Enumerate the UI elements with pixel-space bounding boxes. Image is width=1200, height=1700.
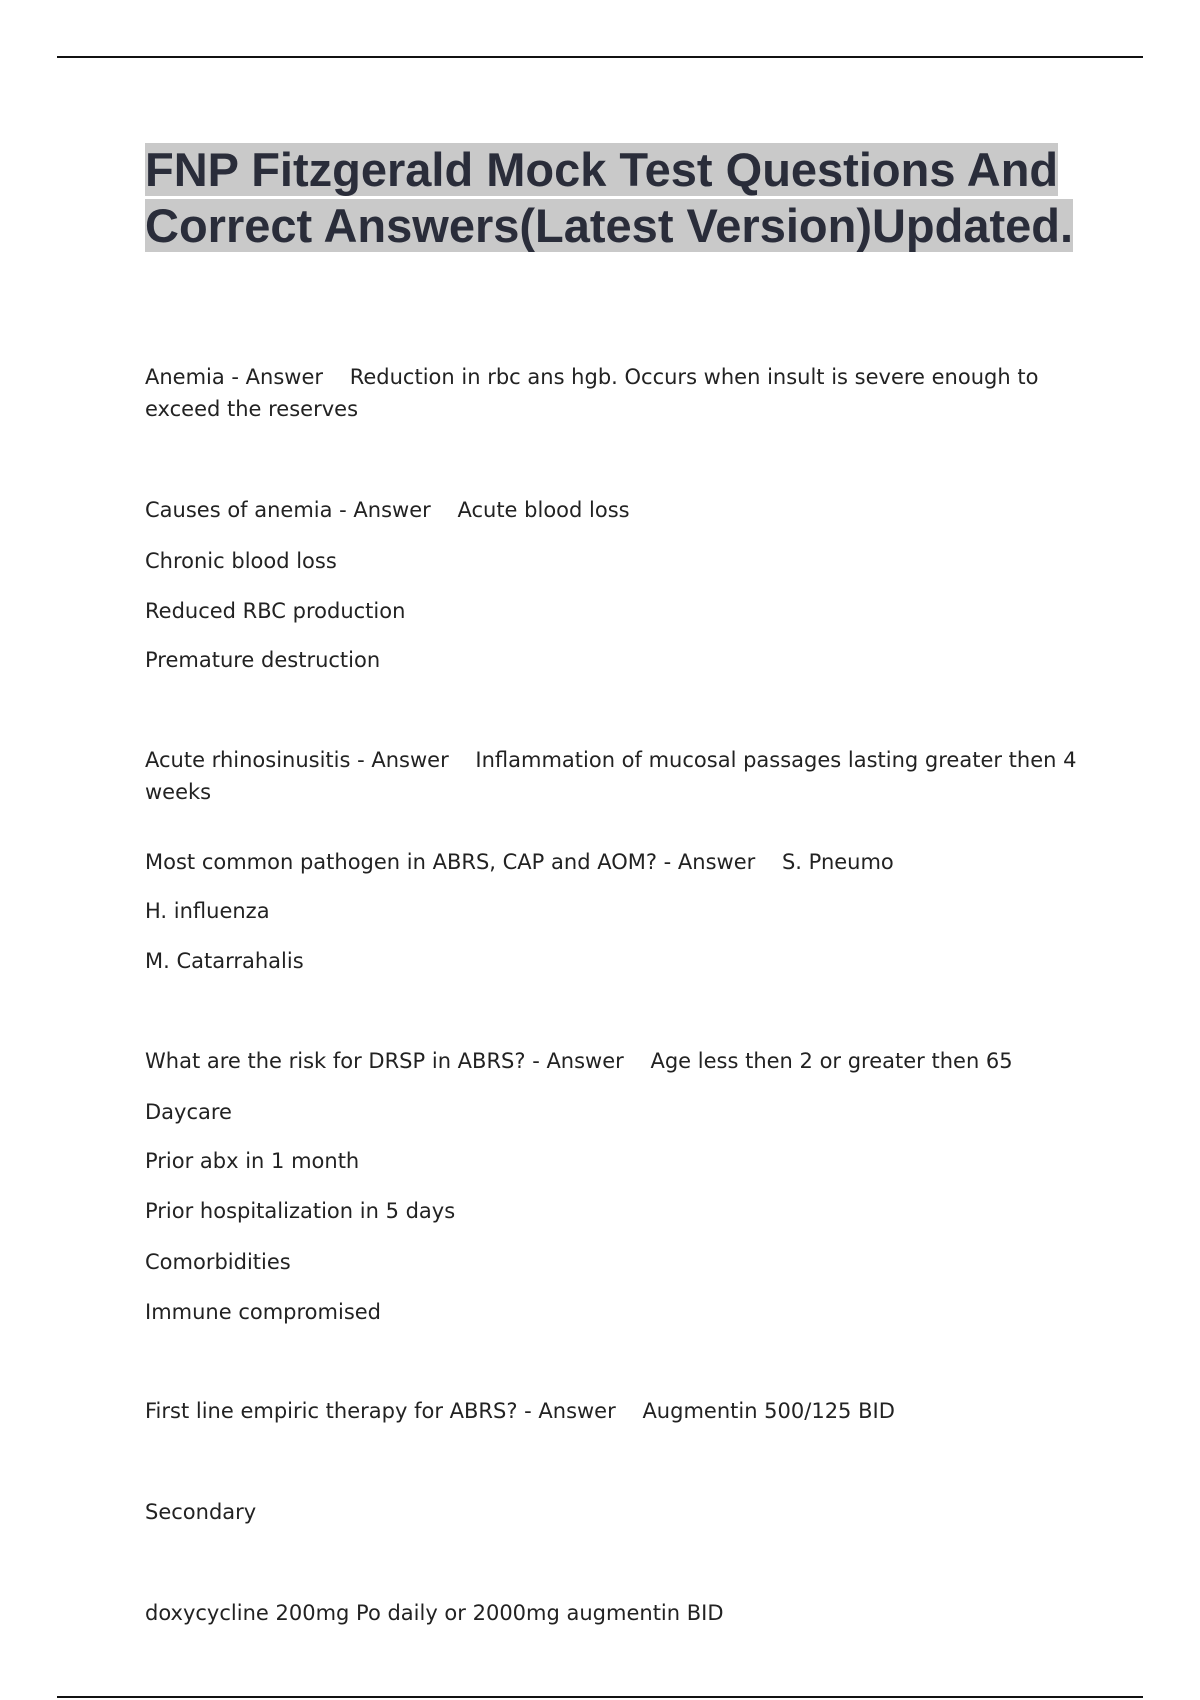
- document-title-text: FNP Fitzgerald Mock Test Questions And Correct Answers(Latest Version)Updated.: [145, 143, 1074, 252]
- text-line: Chronic blood loss: [145, 549, 337, 573]
- text-line: Prior hospitalization in 5 days: [145, 1199, 456, 1223]
- text-line: Causes of anemia - Answer Acute blood loss: [145, 498, 630, 522]
- text-line: H. influenza: [145, 899, 270, 923]
- text-line: Prior abx in 1 month: [145, 1149, 360, 1173]
- text-line: Anemia - Answer Reduction in rbc ans hgb. Occurs when insult is severe enough to exceed the reserves: [145, 365, 1046, 421]
- text-line: Comorbidities: [145, 1250, 291, 1274]
- text-line: Immune compromised: [145, 1300, 382, 1324]
- text-line: Reduced RBC production: [145, 599, 406, 623]
- text-line: First line empiric therapy for ABRS? - Answer Augmentin 500/125 BID: [145, 1399, 895, 1423]
- text-line: Acute rhinosinusitis - Answer Inflammation of mucosal passages lasting greater then 4 weeks: [145, 748, 1084, 804]
- text-line: Daycare: [145, 1100, 232, 1124]
- text-line: Secondary: [145, 1500, 257, 1524]
- text-line: doxycycline 200mg Po daily or 2000mg augmentin BID: [145, 1601, 724, 1625]
- bottom-rule: [57, 1696, 1143, 1698]
- text-line: What are the risk for DRSP in ABRS? - Answer Age less then 2 or greater then 65: [145, 1049, 1013, 1073]
- text-line: Premature destruction: [145, 648, 381, 672]
- text-line: M. Catarrahalis: [145, 949, 304, 973]
- top-rule: [57, 56, 1143, 58]
- text-line: Most common pathogen in ABRS, CAP and AOM? - Answer S. Pneumo: [145, 850, 894, 874]
- document-title: [145, 142, 1095, 254]
